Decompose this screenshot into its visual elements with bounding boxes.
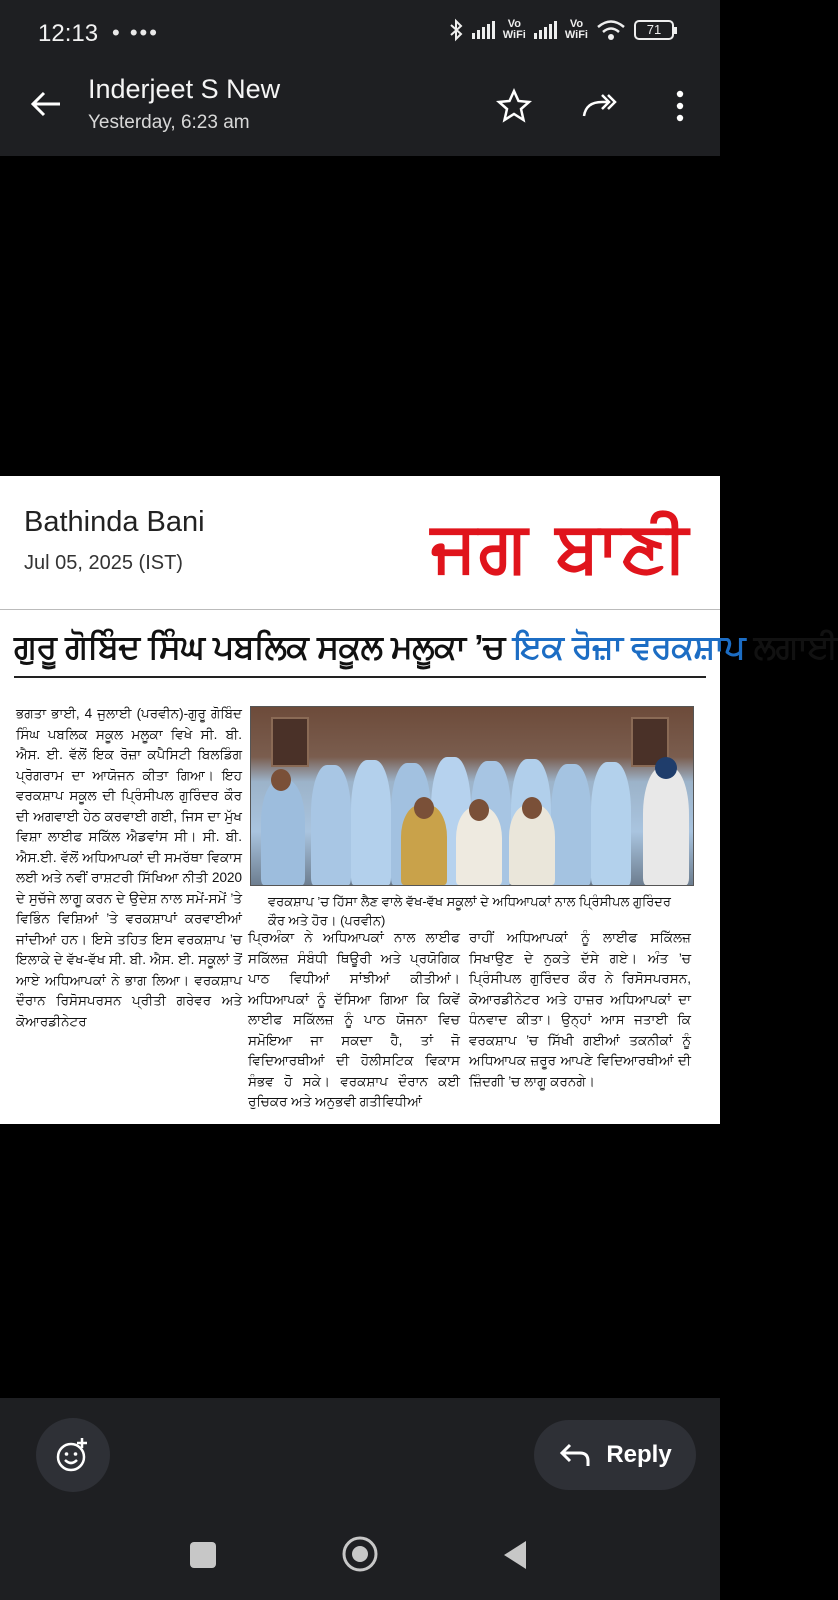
photo-person	[551, 764, 591, 885]
more-options-icon[interactable]	[660, 86, 700, 126]
notification-icons: • •••	[112, 20, 159, 45]
photo-person	[311, 765, 351, 885]
article-column-1: ਭਗਤਾ ਭਾਈ, 4 ਜੁਲਾਈ (ਪਰਵੀਨ)-ਗੁਰੂ ਗੋਬਿੰਦ ਸਿੰਘ ਪਬਲਿਕ ਸਕੂਲ ਮਲੂਕਾ ਵਿਖੇ ਸੀ. ਬੀ. ਐਸ. ਈ. ਵੱਲੋਂ ਇਕ ਰੋਜ਼ਾ ਕਪੈਸਿਟੀ ਬਿਲਡਿੰਗ ਪ੍ਰੋਗਰਾਮ ਦਾ ਆਯੋਜਨ ਕੀਤਾ ਗਿਆ। ਇਹ ਵਰਕਸ਼ਾਪ ਸਕੂਲ ਦੀ ਪ੍ਰਿੰਸੀਪਲ ਗੁਰਿੰਦਰ ਕੌਰ ਦੀ ਅਗਵਾਈ ਹੇਠ ਕਰਵਾਈ ਗਈ, ਜਿਸ ਦਾ ਮੁੱਖ ਵਿਸ਼ਾ ਲਾਈਫ ਸਕਿੱਲ ਐਡਵਾਂਸ ਸੀ। ਸੀ. ਬੀ. ਐਸ.ਈ. ਵੱਲੋਂ ਅਧਿਆਪਕਾਂ ਦੀ ਸਮਰੱਥਾ ਵਿਕਾਸ ਲਈ ਅਤੇ ਨਵੀਂ ਰਾਸ਼ਟਰੀ ਸਿੱਖਿਆ ਨੀਤੀ 2020 ਦੇ ਸੁਚੱਜੇ ਲਾਗੂ ਕਰਨ ਦੇ ਉਦੇਸ਼ ਨਾਲ ਸਮੇਂ-ਸਮੇਂ ’ਤੇ ਵਿਭਿੰਨ ਵਿਸ਼ਿਆਂ ’ਤੇ ਵਰਕਸ਼ਾਪਾਂ ਕਰਵਾਈਆਂ ਜਾਂਦੀਆਂ ਹਨ। ਇਸੇ ਤਹਿਤ ਇਸ ਵਰਕਸ਼ਾਪ ’ਚ ਇਲਾਕੇ ਦੇ ਵੱਖ-ਵੱਖ ਸੀ. ਬੀ. ਐਸ. ਈ. ਸਕੂਲਾਂ ਤੋਂ ਆਏ ਅਧਿਆਪਕਾਂ ਨੇ ਭਾਗ ਲਿਆ। ਵਰਕਸ਼ਾਪ ਦੌਰਾਨ ਰਿਸੋਸਪਰਸਨ ਪ੍ਰੀਤੀ ਗਰੇਵਰ ਅਤੇ ਕੋਆਰਡੀਨੇਟਰ	[16, 706, 242, 1029]
group-photo	[250, 706, 694, 886]
newspaper-masthead: ਜਗ ਬਾਣੀ	[430, 506, 690, 588]
signal-icon-1	[472, 21, 495, 39]
bluetooth-icon	[448, 18, 464, 42]
headline-part-1: ਗੁਰੂ ਗੋਬਿੰਦ ਸਿੰਘ ਪਬਲਿਕ ਸਕੂਲ ਮਲੂਕਾ ’ਚ	[14, 628, 505, 665]
recent-apps-icon[interactable]	[190, 1542, 216, 1568]
home-icon[interactable]	[340, 1534, 380, 1574]
wifi-icon	[596, 18, 626, 42]
add-reaction-button[interactable]	[36, 1418, 110, 1492]
newspaper-clipping-image[interactable]	[0, 476, 838, 1124]
status-right-cluster	[448, 18, 674, 42]
forward-all-icon[interactable]	[578, 86, 618, 126]
status-bar	[0, 0, 720, 70]
sender-name: Inderjeet S New	[88, 74, 281, 104]
headline-part-2: ਲਗਾਈ	[753, 628, 838, 665]
photo-head	[469, 799, 489, 821]
star-icon[interactable]	[494, 86, 534, 126]
vowifi-label-1: Vo WiFi	[502, 18, 526, 41]
app-bar	[0, 70, 720, 156]
photo-person	[351, 760, 391, 885]
bottom-action-bar	[0, 1398, 720, 1518]
headline-highlight: ਇਕ ਰੋਜ਼ਾ ਵਰਕਸ਼ਾਪ	[513, 628, 746, 665]
article-column-3: ਰਾਹੀਂ ਅਧਿਆਪਕਾਂ ਨੂੰ ਲਾਈਫ ਸਕਿੱਲਜ਼ ਸਿਖਾਉਣ ਦੇ ਨੁਕਤੇ ਦੱਸੇ ਗਏ। ਅੰਤ ’ਚ ਪ੍ਰਿੰਸੀਪਲ ਗੁਰਿੰਦਰ ਕੌਰ ਨੇ ਰਿਸੋਸਪਰਸਨ, ਕੋਆਰਡੀਨੇਟਰ ਅਤੇ ਹਾਜ਼ਰ ਅਧਿਆਪਕਾਂ ਦਾ ਧੰਨਵਾਦ ਕੀਤਾ। ਉਨ੍ਹਾਂ ਆਸ ਜਤਾਈ ਕਿ ਵਰਕਸ਼ਾਪ ’ਚ ਸਿੱਖੀ ਗਈਆਂ ਤਕਨੀਕਾਂ ਨੂੰ ਅਧਿਆਪਕ ਜ਼ਰੂਰ ਆਪਣੇ ਵਿਦਿਆਰਥੀਆਂ ਦੀ ਜ਼ਿੰਦਗੀ ’ਚ ਲਾਗੂ ਕਰਨਗੇ।	[469, 930, 691, 1089]
status-time: 12:13	[38, 20, 99, 47]
photo-head	[655, 757, 677, 779]
headline-rule	[14, 676, 706, 678]
article-headline	[14, 626, 838, 668]
source-date: Jul 05, 2025 (IST)	[24, 552, 183, 574]
photo-window	[271, 717, 309, 767]
back-arrow-icon[interactable]	[26, 84, 66, 124]
battery-icon: 71	[634, 20, 674, 40]
message-timestamp: Yesterday, 6:23 am	[88, 112, 250, 133]
source-name: Bathinda Bani	[24, 506, 205, 538]
emoji-add-icon	[36, 1418, 110, 1492]
photo-head	[522, 797, 542, 819]
reply-button[interactable]	[534, 1420, 696, 1490]
photo-person	[591, 762, 631, 885]
photo-caption: ਵਰਕਸ਼ਾਪ ’ਚ ਹਿੱਸਾ ਲੈਣ ਵਾਲੇ ਵੱਖ-ਵੱਖ ਸਕੂਲਾਂ ਦੇ ਅਧਿਆਪਕਾਂ ਨਾਲ ਪ੍ਰਿੰਸੀਪਲ ਗੁਰਿੰਦਰ ਕੌਰ ਅਤੇ ਹੋਰ। (ਪਰਵੀਨ)	[268, 894, 671, 928]
photo-head	[414, 797, 434, 819]
signal-icon-2	[534, 21, 557, 39]
vowifi-label-2: Vo WiFi	[564, 18, 588, 41]
article-column-2: ਪ੍ਰਿਅੰਕਾ ਨੇ ਅਧਿਆਪਕਾਂ ਨਾਲ ਲਾਈਫ ਸਕਿੱਲਜ਼ ਸੰਬੰਧੀ ਥਿਊਰੀ ਅਤੇ ਪ੍ਰਯੋਗਿਕ ਪਾਠ ਵਿਧੀਆਂ ਸਾਂਝੀਆਂ ਕੀਤੀਆਂ। ਅਧਿਆਪਕਾਂ ਨੂੰ ਦੱਸਿਆ ਗਿਆ ਕਿ ਕਿਵੇਂ ਲਾਈਫ ਸਕਿੱਲਜ਼ ਨੂੰ ਪਾਠ ਯੋਜਨਾ ਵਿਚ ਸਮੋਇਆ ਜਾ ਸਕਦਾ ਹੈ, ਤਾਂ ਜੋ ਵਿਦਿਆਰਥੀਆਂ ਦੀ ਹੋਲੀਸਟਿਕ ਵਿਕਾਸ ਸੰਭਵ ਹੋ ਸਕੇ। ਵਰਕਸ਼ਾਪ ਦੌਰਾਨ ਕਈ ਰੁਚਿਕਰ ਅਤੇ ਅਨੁਭਵੀ ਗਤੀਵਿਧੀਆਂ	[248, 930, 460, 1109]
system-navigation-bar	[0, 1518, 720, 1600]
photo-head	[271, 769, 291, 791]
nav-back-icon[interactable]	[500, 1538, 532, 1572]
photo-person	[643, 767, 689, 885]
reply-label: Reply	[606, 1441, 672, 1468]
photo-person	[261, 780, 305, 885]
reply-icon	[558, 1440, 592, 1470]
clipping-header	[0, 476, 720, 610]
